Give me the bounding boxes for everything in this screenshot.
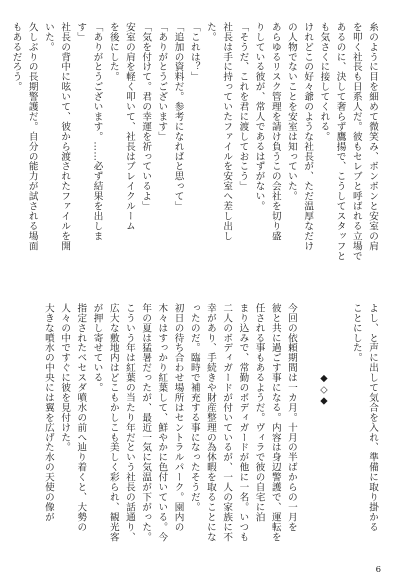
text-line: いた。 (42, 22, 54, 52)
text-line: 「気を付けて。君の幸運を祈っているよ」 (140, 22, 152, 212)
text-line (331, 303, 347, 567)
text-line: 幸があり、手続きや財産整理の為休暇を取ることにな (204, 303, 216, 542)
text-line: 人々の中ですぐに彼を見付けた。 (59, 303, 71, 453)
bottom-text-block (24, 303, 380, 567)
text-line: 広大な敷地内はどこもかしこも美しく彩られ、観光客 (107, 303, 119, 542)
text-line (299, 303, 315, 567)
text-line: けれどこの好々爺のような社長が、ただ温厚なだけ (302, 22, 314, 251)
text-line: 今回の依頼期間は一カ月。十月の半ばからの一月を (285, 303, 297, 532)
text-line: の人物でないことを安室は知っていた。 (285, 22, 297, 202)
text-line: を後にした。 (107, 22, 119, 82)
text-line: 社長は手に持っていたファイルを安室へ差し出し (221, 22, 233, 241)
text-line: こういう年は紅葉の当たり年だという社長の話通り、 (123, 303, 135, 542)
text-line: 指定されたベセスダ噴水の前へ辿り着くと、大勢の (75, 303, 87, 532)
text-line: 年の夏は猛暑だったが、最近一気に気温が下がった。 (140, 303, 152, 542)
text-line: 「ありがとうございます。……必ず結果を出しま (91, 22, 103, 241)
text-line: す」 (75, 22, 87, 42)
text-line: 「そうだ、これを君に渡しておこう」 (237, 22, 249, 192)
text-line: 大きな噴水の中央には翼を広げた水の天使の像が (42, 303, 54, 522)
text-line: 「追加の資料だ。参考になればと思って」 (172, 22, 184, 212)
top-text-block (10, 22, 380, 288)
section-divider: ◆◇◆ (318, 373, 330, 408)
text-line: 安室の肩を軽く叩いて、社長はブレイクルーム (123, 22, 135, 231)
text-line: た。 (204, 22, 216, 42)
text-line: も気さくに接してくれる。 (318, 22, 330, 142)
text-line: 初日の待ち合わせ場所はセントラルパーク。園内の (172, 303, 184, 532)
text-line: まり込みで、常勤のボディガードが他に一名。いつも (237, 303, 249, 542)
text-line: ことにした。 (350, 303, 362, 363)
text-line: ったのだ。臨時で補充する事になったそうだ。 (188, 303, 200, 512)
text-line: が押し寄せている。 (91, 303, 103, 393)
text-line: 「これは？」 (188, 22, 200, 82)
text-line: 任される事もあるようだ。ヴィラで彼の自宅に泊 (253, 303, 265, 522)
text-line: 二人のボディガードが付いているが、一人の家族に不 (221, 303, 233, 542)
page-number: 6 (375, 565, 381, 575)
text-line: 木々はすっかり紅葉して、鮮やかに色付いている。今 (156, 303, 168, 542)
text-line: りしている彼が、常人であるはずがない。 (253, 22, 265, 212)
text-line: 久しぶりの長期警護だ。自分の能力が試される場面 (26, 22, 38, 251)
text-line: あらゆるリスク管理を請け負うこの会社を切り盛 (269, 22, 281, 241)
text-line: 彼と共に過ごす事になる。内容は身辺警護で、運転を (269, 303, 281, 542)
text-line: 社長の背中に呟いて、彼から渡されたファイルを開 (59, 22, 71, 251)
text-line: を叩く社長も日系人だ。彼もセレブと呼ばれる立場で (350, 22, 362, 261)
text-line: 糸のように目を細めて微笑み、ボンボンと安室の肩 (367, 22, 378, 251)
text-line: よし、と声に出して気合を入れ、準備に取り掛かる (367, 303, 378, 532)
text-line: もあるだろう。 (10, 22, 22, 92)
text-line: あるのに、決して奢らず鷹揚で、こうしてスタッフと (334, 22, 346, 261)
text-line: 「ありがとうございます」 (156, 22, 168, 142)
